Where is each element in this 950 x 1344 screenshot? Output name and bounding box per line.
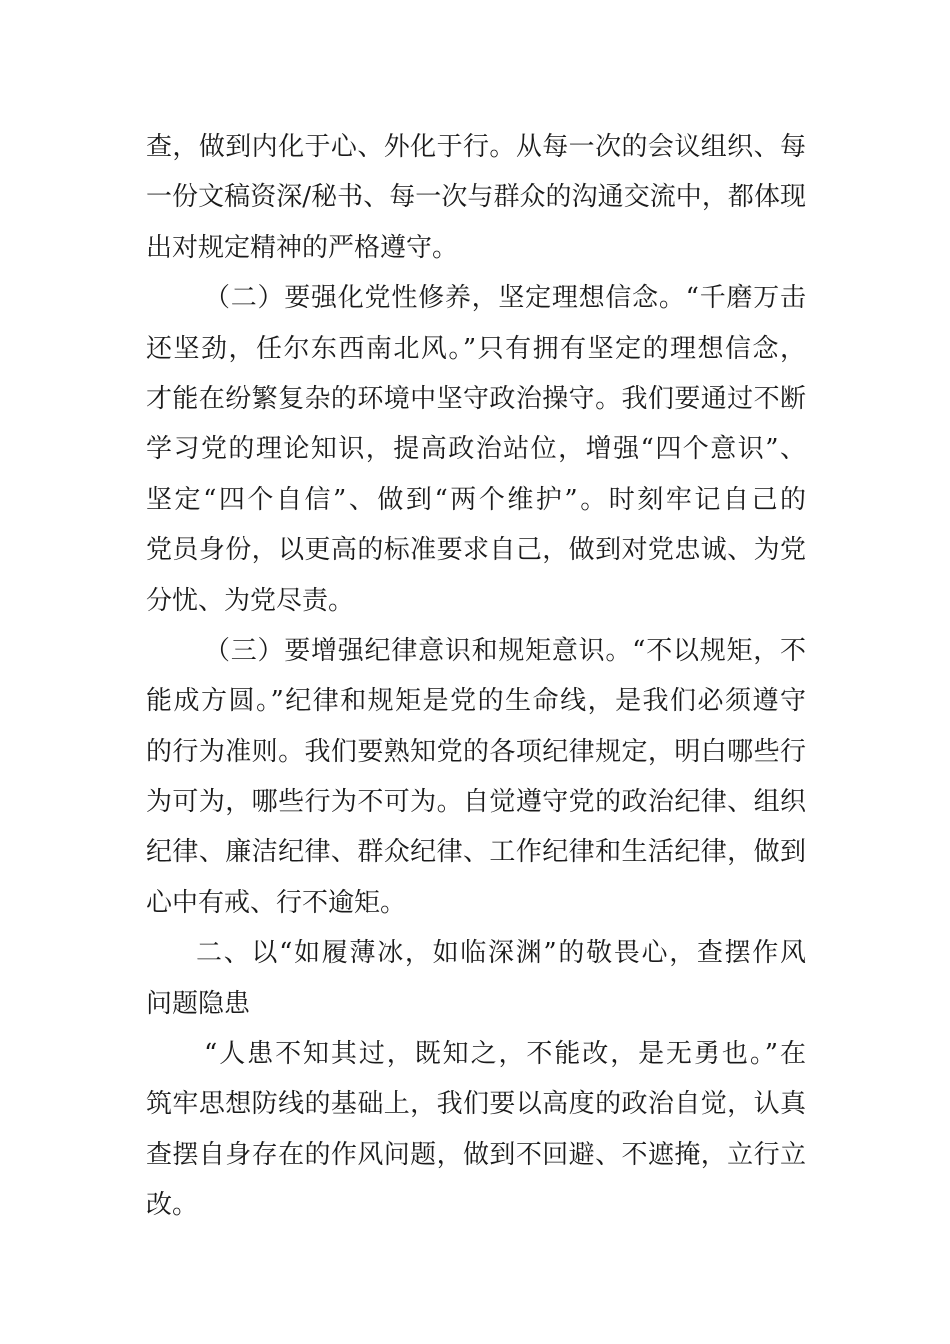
text-line-5: 还坚劲，任尔东西南北风。”只有拥有坚定的理想信念， — [146, 333, 806, 364]
text-line-20: 筑牢思想防线的基础上，我们要以高度的政治自觉，认真 — [146, 1089, 806, 1120]
text-line-11: （三）要增强纪律意识和规矩意识。“不以规矩，不 — [204, 635, 806, 666]
text-line-22: 改。 — [146, 1190, 199, 1221]
section-heading-line-1: 二、以“如履薄冰，如临深渊”的敬畏心，查摆作风 — [196, 938, 806, 969]
text-line-10: 分忧、为党尽责。 — [146, 585, 355, 616]
text-line-4: （二）要强化党性修养，坚定理想信念。“千磨万击 — [204, 283, 806, 314]
document-body — [146, 122, 806, 1231]
section-heading-line-2: 问题隐患 — [146, 988, 251, 1019]
text-line-2: 一份文稿资深/秘书、每一次与群众的沟通交流中，都体现 — [146, 182, 806, 213]
text-line-19: “人患不知其过，既知之，不能改，是无勇也。”在 — [204, 1039, 806, 1070]
text-line-15: 纪律、廉洁纪律、群众纪律、工作纪律和生活纪律，做到 — [146, 837, 806, 868]
text-line-12: 能成方圆。”纪律和规矩是党的生命线，是我们必须遵守 — [146, 686, 806, 717]
text-line-9: 党员身份，以更高的标准要求自己，做到对党忠诚、为党 — [146, 535, 806, 566]
text-line-21: 查摆自身存在的作风问题，做到不回避、不遮掩，立行立 — [146, 1139, 806, 1170]
text-line-13: 的行为准则。我们要熟知党的各项纪律规定，明白哪些行 — [146, 736, 806, 767]
text-line-3: 出对规定精神的严格遵守。 — [146, 232, 459, 263]
text-line-7: 学习党的理论知识，提高政治站位，增强“四个意识”、 — [146, 434, 806, 465]
text-line-1: 查，做到内化于心、外化于行。从每一次的会议组织、每 — [146, 132, 806, 162]
text-line-8: 坚定“四个自信”、做到“两个维护”。时刻牢记自己的 — [146, 484, 806, 515]
text-line-14: 为可为，哪些行为不可为。自觉遵守党的政治纪律、组织 — [146, 787, 806, 818]
text-line-16: 心中有戒、行不逾矩。 — [146, 887, 407, 918]
text-line-6: 才能在纷繁复杂的环境中坚守政治操守。我们要通过不断 — [146, 383, 806, 414]
